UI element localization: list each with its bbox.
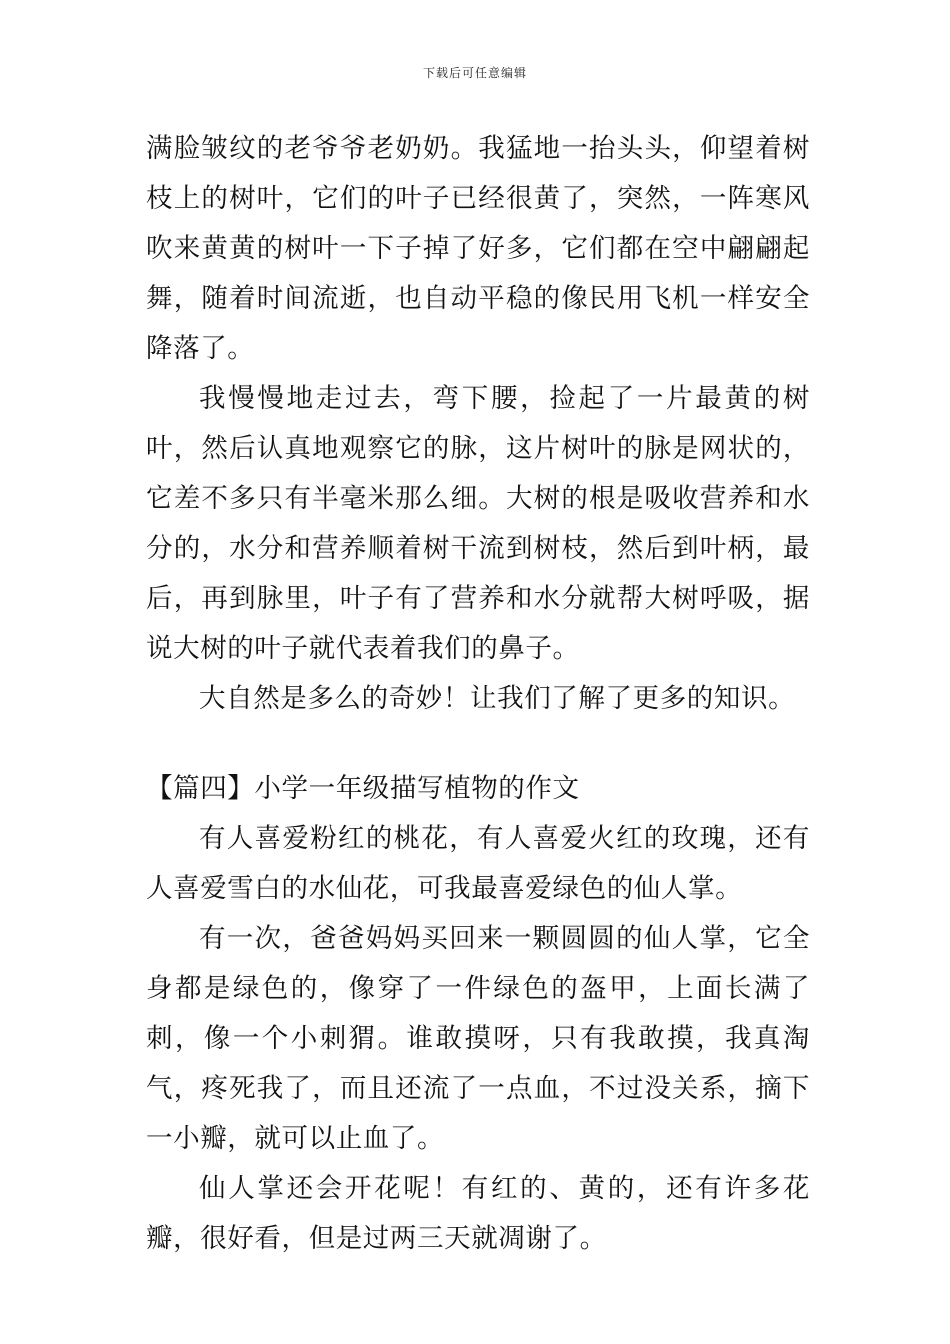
document-body xyxy=(146,124,810,1264)
paragraph-nature-conclusion: 大自然是多么的奇妙！让我们了解了更多的知识。 xyxy=(199,683,796,714)
paragraph-cactus-intro: 有人喜爱粉红的桃花，有人喜爱火红的玫瑰，还有人喜爱雪白的水仙花，可我最喜爱绿色的仙人掌。 xyxy=(146,823,810,904)
page-header-note: 下载后可任意编辑 xyxy=(422,66,527,80)
paragraph-continuation: 满脸皱纹的老爷爷老奶奶。我猛地一抬头头，仰望着树枝上的树叶，它们的叶子已经很黄了，突然，一阵寒风吹来黄黄的树叶一下子掉了好多，它们都在空中翩翩起舞，随着时间流逝，也自动平稳的像民用飞机一样安全降落了。 xyxy=(146,133,810,364)
section-title: 【篇四】小学一年级描写植物的作文 xyxy=(146,773,580,804)
paragraph-cactus-story: 有一次，爸爸妈妈买回来一颗圆圆的仙人掌，它全身都是绿色的，像穿了一件绿色的盔甲，上面长满了刺，像一个小刺猬。谁敢摸呀，只有我敢摸，我真淘气，疼死我了，而且还流了一点血，不过没关系，摘下一小瓣，就可以止血了。 xyxy=(146,923,810,1154)
paragraph-cactus-flower: 仙人掌还会开花呢！有红的、黄的，还有许多花瓣，很好看，但是过两三天就凋谢了。 xyxy=(146,1173,810,1254)
paragraph-leaf-observation: 我慢慢地走过去，弯下腰，捡起了一片最黄的树叶，然后认真地观察它的脉，这片树叶的脉是网状的，它差不多只有半毫米那么细。大树的根是吸收营养和水分的，水分和营养顺着树干流到树枝，然后到叶柄，最后，再到脉里，叶子有了营养和水分就帮大树呼吸，据说大树的叶子就代表着我们的鼻子。 xyxy=(146,383,810,664)
section-spacer xyxy=(146,724,810,764)
